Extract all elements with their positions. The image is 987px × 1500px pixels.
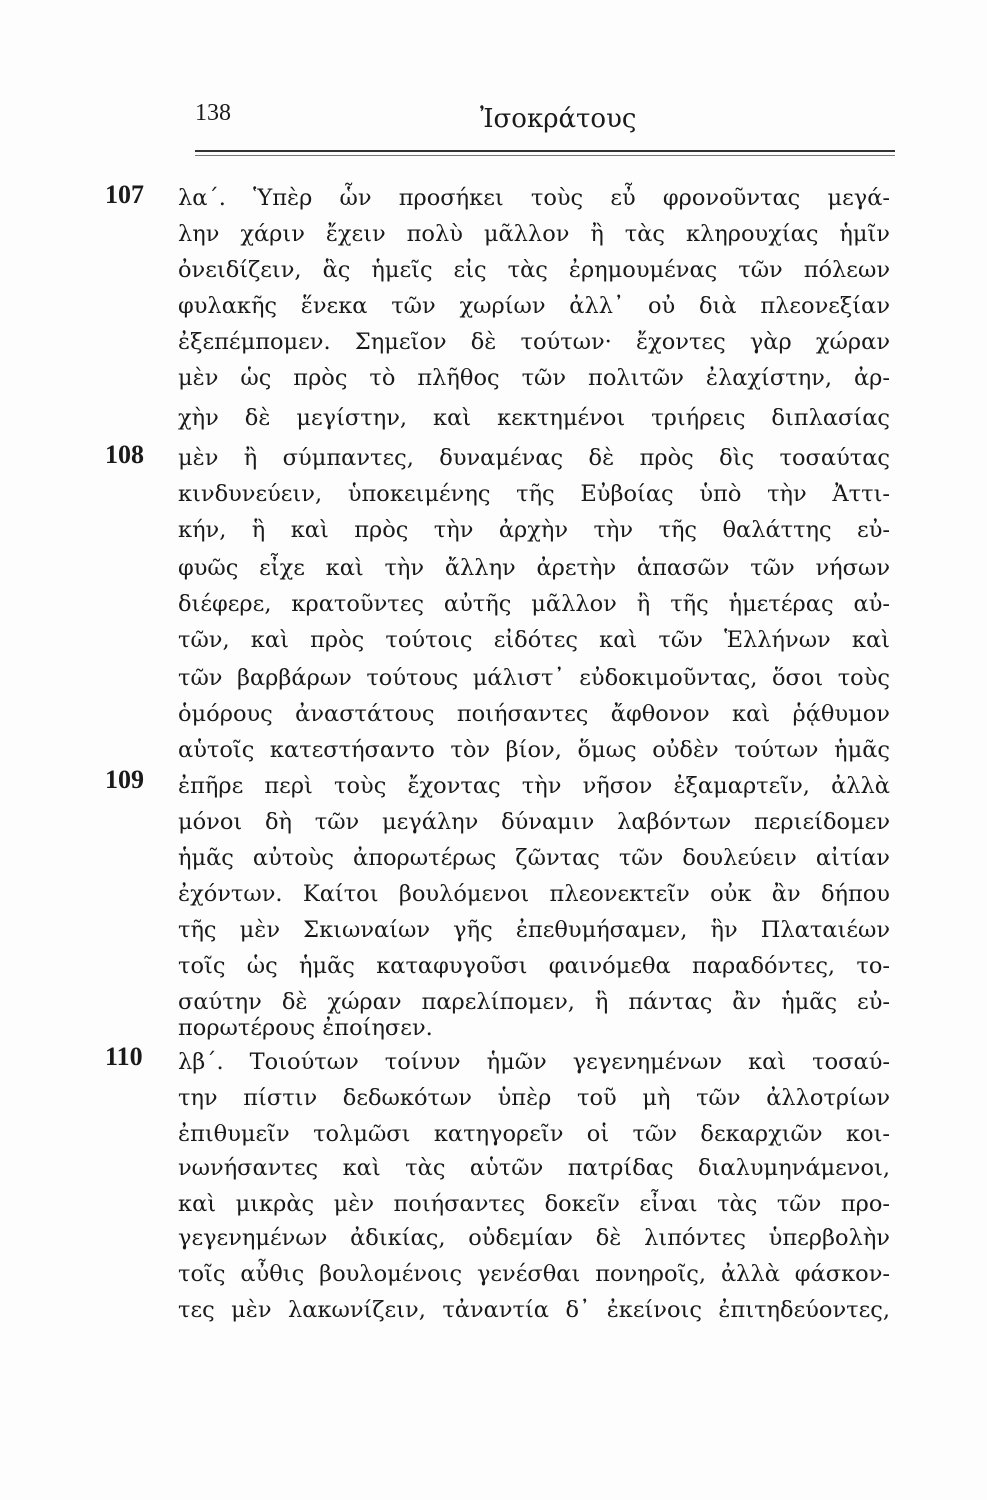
running-title: Ἰσοκράτους	[480, 104, 637, 134]
text-line: μὲν ἢ σύμπαντες, δυναμένας δὲ πρὸς δὶς τοσαύτας	[178, 445, 890, 471]
text-line: τῆς μὲν Σκιωναίων γῆς ἐπεθυμήσαμεν, ἣν Πλαταιέων	[178, 917, 890, 943]
text-line: λην χάριν ἔχειν πολὺ μᾶλλον ἢ τὰς κληρουχίας ἡμῖν	[178, 221, 890, 247]
text-line: φυλακῆς ἕνεκα τῶν χωρίων ἀλλ᾿ οὐ διὰ πλεονεξίαν	[178, 293, 890, 319]
text-line: ἐξεπέμπομεν. Σημεῖον δὲ τούτων· ἔχοντες γὰρ χώραν	[178, 329, 890, 355]
text-line: χὴν δὲ μεγίστην, καὶ κεκτημένοι τριήρεις διπλασίας	[178, 405, 890, 431]
section-marker: 107	[105, 180, 144, 209]
text-line: γεγενημένων ἀδικίας, οὐδεμίαν δὲ λιπόντες ὑπερβολὴν	[178, 1225, 890, 1251]
text-line: νωνήσαντες καὶ τὰς αὑτῶν πατρίδας διαλυμηνάμενοι,	[178, 1155, 890, 1181]
text-line: σαύτην δὲ χώραν παρελίπομεν, ἣ πάντας ἂν ἡμᾶς εὐ-	[178, 989, 890, 1015]
section-marker: 108	[105, 440, 144, 469]
text-line: πορωτέρους ἐποίησεν.	[178, 1015, 433, 1041]
header-rule-secondary	[195, 155, 895, 156]
text-line: τες μὲν λακωνίζειν, τἀναντία δ᾿ ἐκείνοις ἐπιτηδεύοντες,	[178, 1297, 890, 1323]
text-line: ἐπιθυμεῖν τολμῶσι κατηγορεῖν οἱ τῶν δεκαρχιῶν κοι-	[178, 1121, 890, 1147]
text-line: τῶν βαρβάρων τούτους μάλιστ᾿ εὐδοκιμοῦντας, ὅσοι τοὺς	[178, 665, 890, 691]
text-line: ἐχόντων. Καίτοι βουλόμενοι πλεονεκτεῖν οὐκ ἂν δήπου	[178, 881, 890, 907]
text-line: ὁμόρους ἀναστάτους ποιήσαντες ἄφθονον καὶ ῥᾴθυμον	[178, 701, 890, 727]
text-line: διέφερε, κρατοῦντες αὐτῆς μᾶλλον ἢ τῆς ἡμετέρας αὐ-	[178, 591, 890, 617]
text-line: τοῖς ὡς ἡμᾶς καταφυγοῦσι φαινόμεθα παραδόντες, το-	[178, 953, 890, 979]
text-line: τῶν, καὶ πρὸς τούτοις εἰδότες καὶ τῶν Ἑλλήνων καὶ	[178, 627, 890, 653]
text-line: φυῶς εἶχε καὶ τὴν ἄλλην ἀρετὴν ἁπασῶν τῶν νήσων	[178, 555, 890, 581]
text-line: τοῖς αὖθις βουλομένοις γενέσθαι πονηροῖς, ἀλλὰ φάσκον-	[178, 1261, 890, 1287]
text-line: ἐπῆρε περὶ τοὺς ἔχοντας τὴν νῆσον ἐξαμαρτεῖν, ἀλλὰ	[178, 773, 890, 799]
text-line: μόνοι δὴ τῶν μεγάλην δύναμιν λαβόντων περιείδομεν	[178, 809, 890, 835]
text-line: λα΄. Ὑπὲρ ὧν προσήκει τοὺς εὖ φρονοῦντας μεγά-	[178, 185, 890, 211]
section-marker: 109	[105, 765, 144, 794]
text-line: την πίστιν δεδωκότων ὑπὲρ τοῦ μὴ τῶν ἀλλοτρίων	[178, 1085, 890, 1111]
text-line: μὲν ὡς πρὸς τὸ πλῆθος τῶν πολιτῶν ἐλαχίστην, ἀρ-	[178, 365, 890, 391]
text-line: αὑτοῖς κατεστήσαντο τὸν βίον, ὅμως οὐδὲν τούτων ἡμᾶς	[178, 737, 890, 763]
text-line: λβ΄. Τοιούτων τοίνυν ἡμῶν γεγενημένων καὶ τοσαύ-	[178, 1049, 890, 1075]
text-line: κινδυνεύειν, ὑποκειμένης τῆς Εὐβοίας ὑπὸ τὴν Ἀττι-	[178, 481, 890, 507]
section-marker: 110	[105, 1042, 143, 1071]
page-header	[195, 100, 895, 140]
header-rule	[195, 150, 895, 152]
page-number: 138	[195, 100, 231, 126]
text-line: ἡμᾶς αὐτοὺς ἀπορωτέρως ζῶντας τῶν δουλεύειν αἰτίαν	[178, 845, 890, 871]
text-line: κήν, ἣ καὶ πρὸς τὴν ἀρχὴν τὴν τῆς θαλάττης εὐ-	[178, 517, 890, 543]
text-line: ὀνειδίζειν, ἃς ἡμεῖς εἰς τὰς ἐρημουμένας τῶν πόλεων	[178, 257, 890, 283]
text-line: καὶ μικρὰς μὲν ποιήσαντες δοκεῖν εἶναι τὰς τῶν προ-	[178, 1191, 890, 1217]
